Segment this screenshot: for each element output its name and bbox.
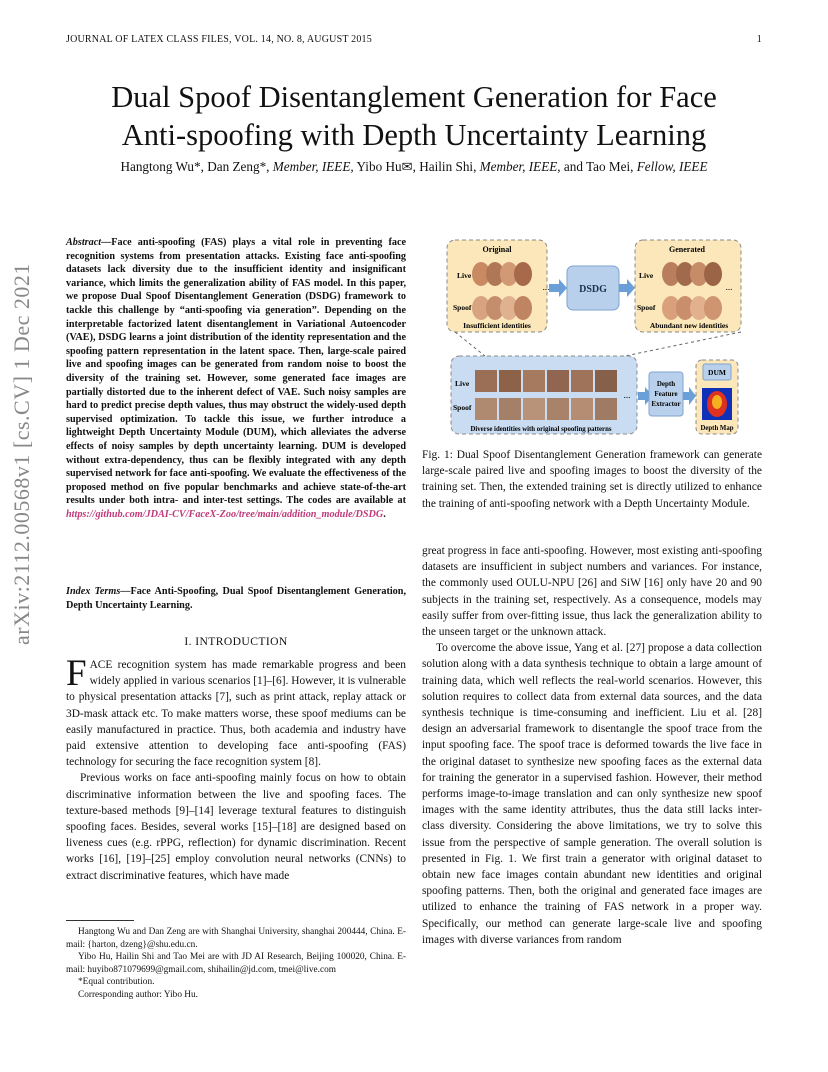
- figure-1: [445, 238, 745, 438]
- right-column-body: [422, 543, 762, 948]
- abstract-label: Abstract: [66, 237, 102, 248]
- right-paragraph-2: To overcome the above issue, Yang et al. [27] propose a data collection solution along with a data synthesis technique to obtain a large amount of training data, which well reflects the real-world scenarios. However, this solution requires to collect data from external data sources, and the data synthesis technique is time-consuming and inefficient. Liu et al. [28] design an adversarial framework to disentangle the spoof trace from the input spoofing face. The spoof trace is deformed towards the live face in the original dataset to synthesize new spoofing faces as the external data for training the generator in a supervised fashion. However, their method performs image-to-image translation and can only synthesize new spoof images with the same identity attributes, thus the data still lacks inter-class diversity. Considering the above limitations, we try to solve this issue from the perspective of sample generation. The overall solution is presented in Fig. 1. We first train a generator with original dataset to obtain new face images contain abundant new identities and original spoofing patterns. Then, both the original and generated face images are utilized to enhance the training of FAS network in a proper way. Specifically, our method can generate large-scale live and spoofing images with diverse variances from random: [422, 642, 762, 946]
- footnote-rule: [66, 920, 134, 921]
- dum-label: DUM: [708, 368, 726, 377]
- member-note-2: Member, IEEE,: [479, 159, 561, 174]
- index-terms: [66, 585, 406, 612]
- dsdg-label: DSDG: [579, 284, 607, 295]
- index-terms-text: —Face Anti-Spoofing, Dual Spoof Disentanglement Generation, Depth Uncertainty Learning.: [66, 586, 406, 611]
- paper-title: [40, 78, 788, 154]
- original-ellipsis: ...: [542, 282, 550, 292]
- introduction-body: [66, 653, 406, 884]
- intro-paragraph-2: Previous works on face anti-spoofing mainly focus on how to obtain discriminative information between the live and spoofing faces. The texture-based methods [9]–[14] leverage textural features to distinguish spoofing faces. Besides, several works [15]–[18] are designed based on liveness cues (e.g. rPPG, reflection) for dynamic discrimination. Recent works [16], [19]–[25] employ convolution neural networks (CNNs) to extract discriminative features, which have made: [66, 772, 406, 882]
- intro-paragraph-1: [66, 653, 406, 770]
- figure-1-caption: Fig. 1: Dual Spoof Disentanglement Generation framework can generate large-scale paired live and spoofing images to boost the diversity of the training set. Then, the extended training set is directly utilized to enhance the training of anti-spoofing network with a Depth Uncertainty Module.: [422, 449, 762, 510]
- section-heading-introduction: I. INTRODUCTION: [184, 635, 288, 648]
- footnote-affiliation-1: Hangtong Wu and Dan Zeng are with Shanghai University, shanghai 200444, China. E-mail: {harton, dzeng}@shu.edu.cn.: [66, 927, 406, 950]
- generated-live-label: Live: [639, 271, 654, 280]
- diverse-spoof-label: Spoof: [453, 403, 472, 412]
- extractor-label-3: Extractor: [651, 400, 681, 408]
- authors-part-1: Hangtong Wu*, Dan Zeng*,: [120, 159, 270, 174]
- connector-right: [625, 332, 741, 356]
- arrow-to-dum: [683, 387, 696, 405]
- arrow-to-generated: [619, 279, 635, 297]
- member-note-1: Member, IEEE,: [272, 159, 354, 174]
- index-terms-label: Index Terms: [66, 586, 121, 597]
- abundant-identities-label: Abundant new identities: [649, 321, 729, 330]
- authors-part-3: and Tao Mei,: [563, 159, 634, 174]
- drop-cap: F: [66, 653, 87, 694]
- insufficient-identities-label: Insufficient identities: [463, 321, 531, 330]
- original-spoof-label: Spoof: [453, 303, 472, 312]
- connector-left: [455, 332, 485, 356]
- diverse-ellipsis: ...: [623, 390, 631, 400]
- original-label: Original: [482, 245, 512, 254]
- generated-label: Generated: [669, 245, 705, 254]
- abstract-text: —Face anti-spoofing (FAS) plays a vital role in preventing face recognition systems from presentation attacks. Existing face anti-spoofing datasets lack diversity due to the insufficient identity and insignificant variance, which limits the generalization ability of FAS model. In this paper, we propose Dual Spoof Disentanglement Generation (DSDG) framework to tackle this challenge by “anti-spoofing via generation”. Depending on the interpretable factorized latent disentanglement in Variational Autoencoder (VAE), DSDG learns a joint distribution of the identity representation and the spoofing pattern representation in the latent space. Then, large-scale paired live and spoofing images can be generated from random noise to boost the diversity of the training set. However, some generated face images are partially distorted due to the inherent defect of VAE. Such noisy samples are hard to predict precise depth values, thus may obstruct the widely-used depth supervised optimization. To tackle this issue, we further introduce a lightweight Depth Uncertainty Module (DUM), which alleviates the adverse effects of noisy samples by depth uncertainty learning. DUM is developed without extra-dependency, thus can be flexibly integrated with any depth supervised network for face anti-spoofing. We evaluate the effectiveness of the proposed method on five popular benchmarks and achieve state-of-the-art results under both intra- and inter-test settings. The codes are available at: [66, 237, 406, 507]
- arrow-to-dsdg: [549, 279, 567, 297]
- depth-map-label: Depth Map: [700, 425, 734, 432]
- fellow-note: Fellow, IEEE: [636, 159, 708, 174]
- generated-spoof-label: Spoof: [637, 303, 656, 312]
- intro-paragraph-1-text: ACE recognition system has made remarkable progress and been widely applied in various scenarios [1]–[6]. However, it is vulnerable to physical presentation attacks [7], such as print attack, replay attack or 3D-mask attack etc. To make matters worse, these spoof mediums can be easily manufactured in practice. Thus, both academia and industry have paid extensive attention to developing face anti-spoofing (FAS) technology for securing the face recognition system [8].: [66, 659, 406, 769]
- extractor-label-1: Depth: [656, 380, 676, 388]
- abstract: [66, 236, 406, 521]
- original-live-label: Live: [457, 271, 472, 280]
- title-line-2: Anti-spoofing with Depth Uncertainty Learning: [121, 118, 707, 152]
- journal-name: JOURNAL OF LATEX CLASS FILES, VOL. 14, NO. 8, AUGUST 2015: [66, 34, 372, 45]
- footnote-corresponding: Corresponding author: Yibo Hu.: [78, 989, 198, 1000]
- authors-part-2: Yibo Hu✉, Hailin Shi,: [356, 159, 477, 174]
- right-paragraph-1: great progress in face anti-spoofing. However, most existing anti-spoofing datasets are insufficient in subject numbers and variances. For instance, the commonly used OULU-NPU [26] and SiW [16] only have 20 and 90 subjects in the training set, respectively. As a consequence, models may easily suffer from over-fitting issue, thus lack the generalization ability to the unseen target or the unknown attack.: [422, 545, 762, 639]
- diverse-identities-label: Diverse identities with original spoofing patterns: [470, 426, 612, 433]
- depth-map-core: [712, 395, 722, 409]
- footnote-affiliation-2: Yibo Hu, Hailin Shi and Tao Mei are with JD AI Research, Beijing 100020, China. E-mail: huyibo871079699@gmail.com, shihailin@jd.com, tmei@live.com: [66, 952, 406, 975]
- footnote-equal: *Equal contribution.: [78, 977, 155, 988]
- abstract-end: .: [383, 508, 386, 520]
- arxiv-stamp: arXiv:2112.00568v1 [cs.CV] 1 Dec 2021: [9, 263, 34, 645]
- footnotes: [66, 926, 406, 1002]
- author-list: [30, 159, 798, 175]
- diverse-live-label: Live: [455, 379, 470, 388]
- extractor-label-2: Feature: [654, 390, 678, 398]
- title-line-1: Dual Spoof Disentanglement Generation for Face: [111, 80, 717, 114]
- diverse-panel: [451, 356, 637, 434]
- code-link[interactable]: https://github.com/JDAI-CV/FaceX-Zoo/tree/main/addition_module/DSDG: [66, 508, 384, 520]
- framework-diagram: [445, 238, 745, 438]
- generated-ellipsis: ...: [725, 282, 733, 292]
- page-number: 1: [756, 34, 762, 45]
